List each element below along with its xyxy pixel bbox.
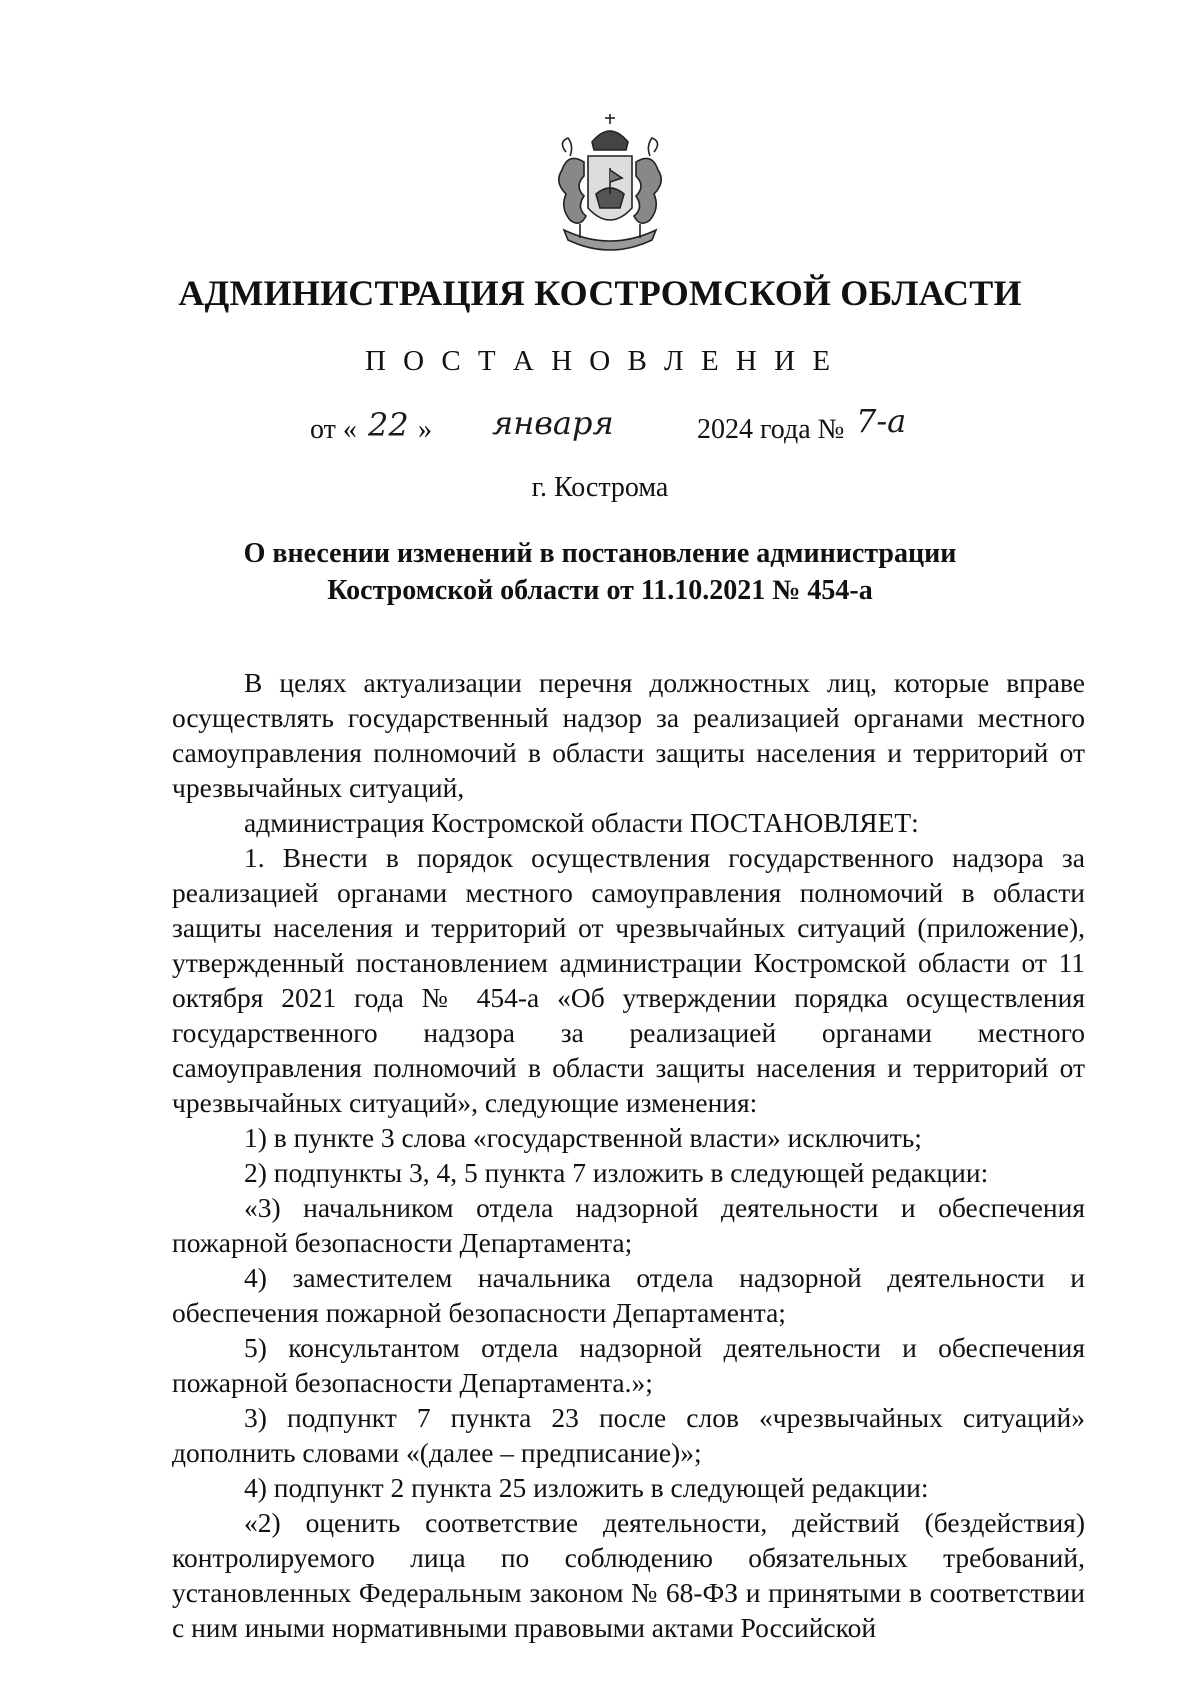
organization-title: АДМИНИСТРАЦИЯ КОСТРОМСКОЙ ОБЛАСТИ: [178, 273, 1022, 313]
city: г. Кострома: [531, 472, 669, 503]
subject-line-1: О внесении изменений в постановление администрации: [243, 538, 957, 569]
document-type: П О С Т А Н О В Л Е Н И Е: [364, 345, 836, 377]
paragraph: 2) подпункты 3, 4, 5 пункта 7 изложить в следующей редакции:: [244, 1157, 989, 1188]
document-date-line: [0, 400, 1200, 460]
handwritten-day: 22: [368, 406, 409, 444]
paragraph: «3) начальником отдела надзорной деятельности и обеспечения пожарной безопасности Департамента;: [172, 1192, 1085, 1258]
paragraph: администрация Костромской области ПОСТАНОВЛЯЕТ:: [244, 807, 919, 838]
date-close-quote: »: [418, 414, 432, 445]
subject-line-2: Костромской области от 11.10.2021 № 454-а: [327, 575, 873, 606]
document-body: [172, 665, 1085, 1645]
paragraph: 1. Внести в порядок осуществления государственного надзора за реализацией органами местного самоуправления полномочий в области защиты населения и территорий от чрезвычайных ситуаций (приложение), утвержденный постановлением администрации Костромской области от 11 октября 2021 года № 454-а «Об утверждении порядка осуществления государственного надзора за реализацией органами местного самоуправления полномочий в области защиты населения и территорий от чрезвычайных ситуаций», следующие изменения:: [172, 842, 1085, 1118]
paragraph: 4) подпункт 2 пункта 25 изложить в следующей редакции:: [244, 1472, 929, 1503]
date-prefix: от «: [310, 414, 357, 445]
paragraph: 3) подпункт 7 пункта 23 после слов «чрезвычайных ситуаций» дополнить словами «(далее – предписание)»;: [172, 1402, 1085, 1468]
paragraph: 1) в пункте 3 слова «государственной власти» исключить;: [244, 1122, 922, 1153]
paragraph: «2) оценить соответствие деятельности, действий (бездействия) контролируемого лица по соблюдению обязательных требований, установленных Федеральным законом № 68-ФЗ и принятыми в соответствии с ним иными нормативными правовыми актами Российской: [172, 1507, 1085, 1643]
handwritten-number: 7-а: [856, 402, 907, 440]
paragraph: 5) консультантом отдела надзорной деятельности и обеспечения пожарной безопасности Департамента.»;: [172, 1332, 1085, 1398]
paragraph: 4) заместителем начальника отдела надзорной деятельности и обеспечения пожарной безопасности Департамента;: [172, 1262, 1085, 1328]
handwritten-month: января: [492, 404, 614, 442]
document-subject: [200, 535, 1000, 609]
kostroma-coat-of-arms-icon: [540, 112, 680, 262]
paragraph: В целях актуализации перечня должностных лиц, которые вправе осуществлять государственный надзор за реализацией органами местного самоуправления полномочий в области защиты населения и территорий от чрезвычайных ситуаций,: [172, 667, 1085, 803]
date-year-text: 2024 года №: [697, 414, 845, 445]
